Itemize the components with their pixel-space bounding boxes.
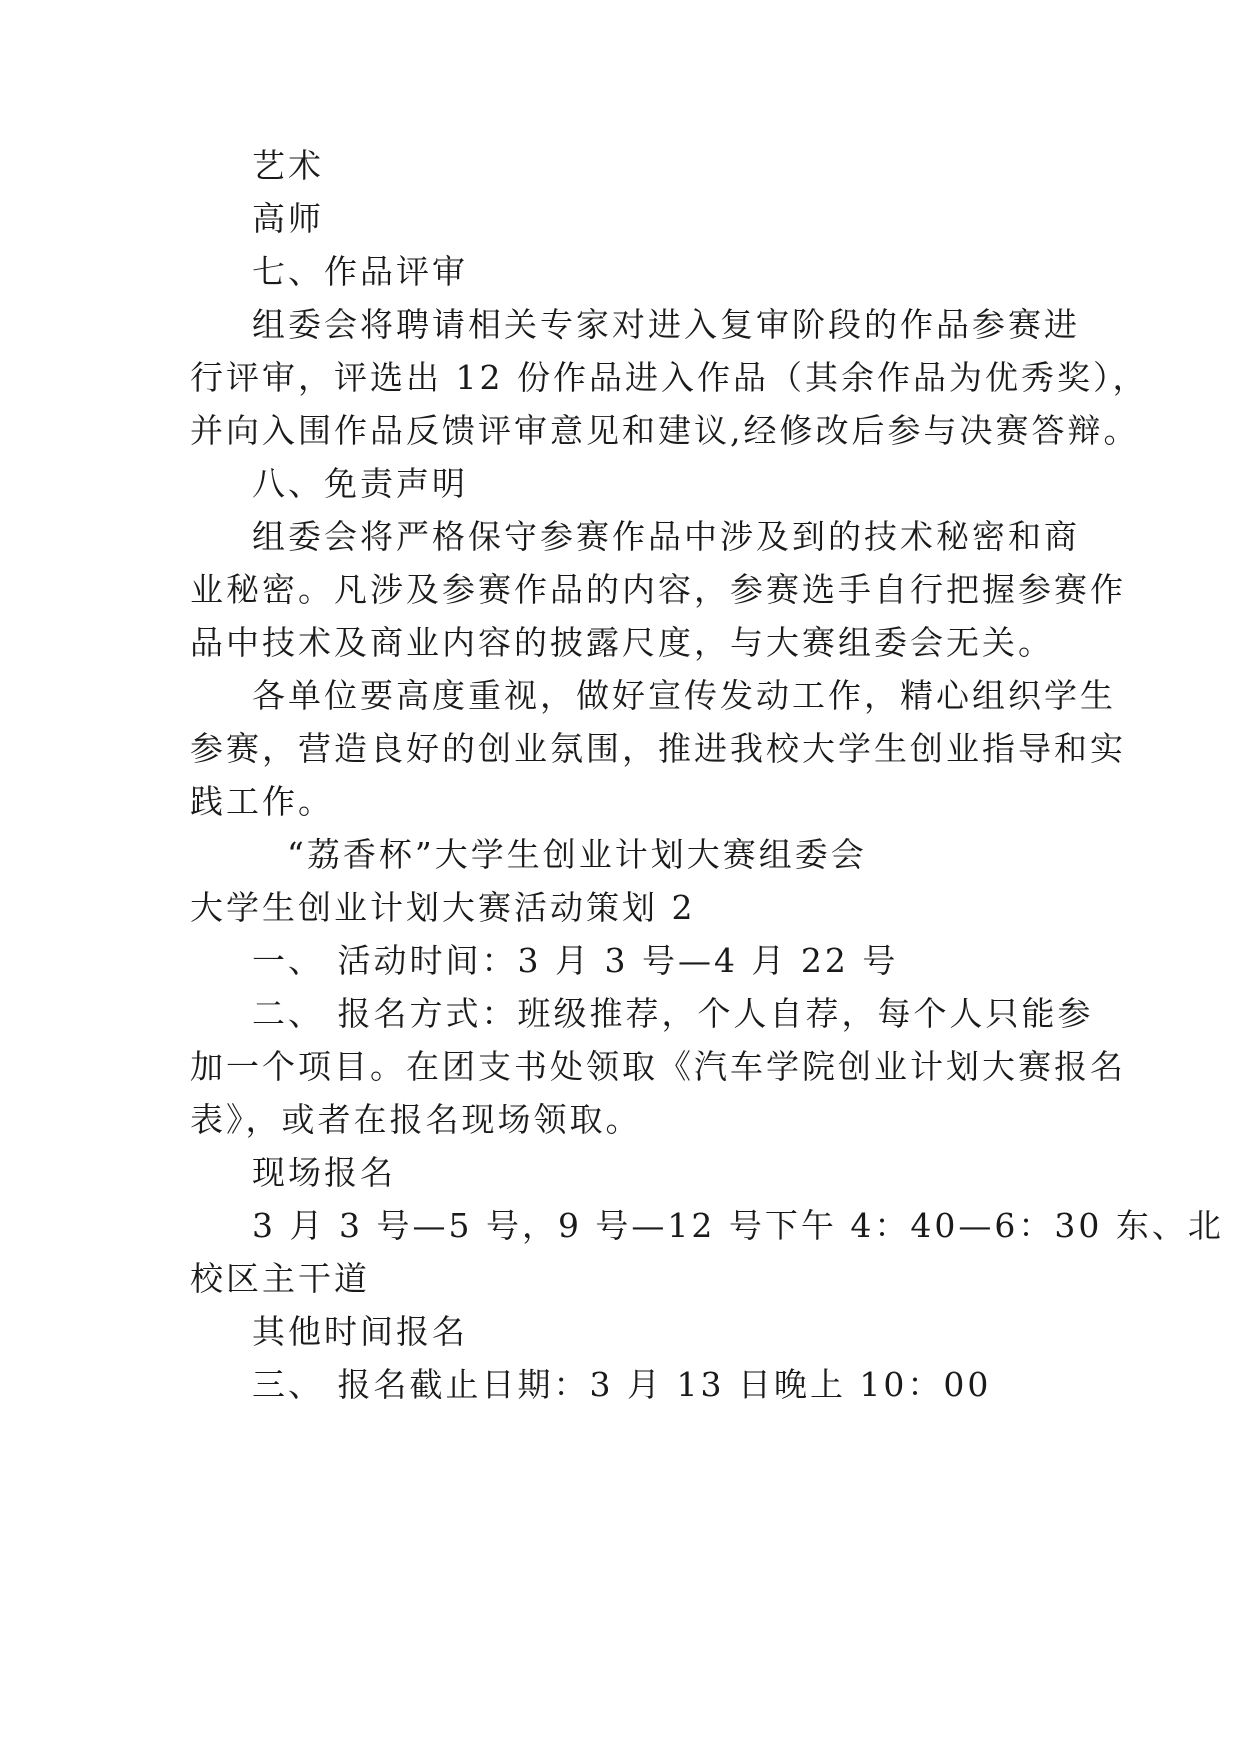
text-line: 业秘密。凡涉及参赛作品的内容，参赛选手自行把握参赛作 [190, 570, 1126, 609]
text-line: 高师 [252, 199, 324, 238]
text-line: 表》，或者在报名现场领取。 [190, 1100, 642, 1139]
signature-line: “荔香杯”大学生创业计划大赛组委会 [287, 835, 867, 874]
text-line: 艺术 [252, 146, 324, 185]
text-line: 现场报名 [252, 1153, 396, 1192]
text-line: 3 月 3 号—5 号，9 号—12 号下午 4：40—6：30 东、北 [252, 1206, 1224, 1245]
text-line: 践工作。 [190, 782, 334, 821]
section-heading: 七、作品评审 [252, 252, 468, 291]
text-line: 组委会将严格保守参赛作品中涉及到的技术秘密和商 [252, 517, 1080, 556]
text-line: 品中技术及商业内容的披露尺度，与大赛组委会无关。 [190, 623, 1054, 662]
text-line: 三、 报名截止日期：3 月 13 日晚上 10：00 [252, 1365, 992, 1404]
text-line: 参赛，营造良好的创业氛围，推进我校大学生创业指导和实 [190, 729, 1126, 768]
text-line: 二、 报名方式：班级推荐，个人自荐，每个人只能参 [252, 994, 1094, 1033]
text-line: 校区主干道 [190, 1259, 370, 1298]
text-line: 行评审，评选出 12 份作品进入作品（其余作品为优秀奖）， [190, 358, 1149, 397]
text-line: 其他时间报名 [252, 1312, 468, 1351]
text-line: 组委会将聘请相关专家对进入复审阶段的作品参赛进 [252, 305, 1080, 344]
text-line: 各单位要高度重视，做好宣传发动工作，精心组织学生 [252, 676, 1116, 715]
section-heading: 八、免责声明 [252, 464, 468, 503]
text-line: 加一个项目。在团支书处领取《汽车学院创业计划大赛报名 [190, 1047, 1126, 1086]
text-line: 一、 活动时间：3 月 3 号—4 月 22 号 [252, 941, 899, 980]
text-line: 并向入围作品反馈评审意见和建议,经修改后参与决赛答辩。 [190, 411, 1140, 450]
document-title: 大学生创业计划大赛活动策划 2 [190, 888, 696, 927]
